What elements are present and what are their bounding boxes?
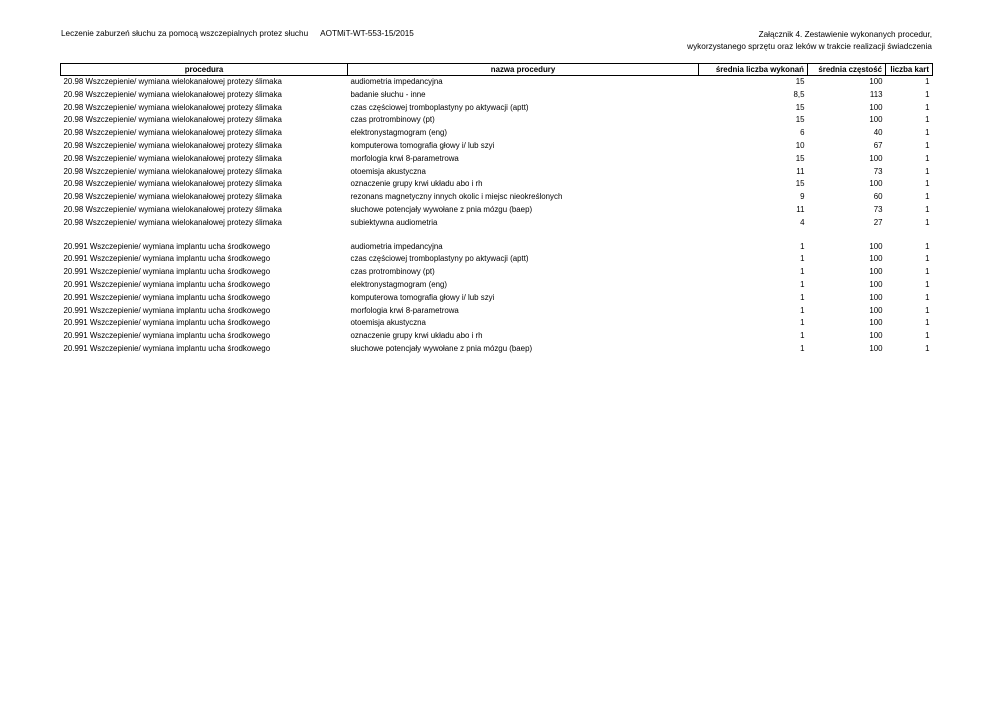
- cell-srednia-czestosc: 100: [869, 115, 883, 125]
- cell-srednia-liczba-wykonan: 1: [800, 331, 805, 341]
- cell-procedura: 20.98 Wszczepienie/ wymiana wielokanałowej protezy ślimaka: [63, 153, 282, 163]
- table-row: [61, 241, 933, 254]
- table-row: [61, 343, 933, 356]
- cell-srednia-liczba-wykonan: 15: [795, 153, 805, 163]
- table-row: [61, 204, 933, 217]
- table-row: [61, 166, 933, 179]
- cell-procedura: 20.98 Wszczepienie/ wymiana wielokanałowej protezy ślimaka: [63, 89, 282, 99]
- cell-srednia-liczba-wykonan: 10: [795, 140, 805, 150]
- cell-srednia-liczba-wykonan: 1: [800, 318, 805, 328]
- cell-liczba-kart: 1: [925, 305, 930, 315]
- cell-liczba-kart: 1: [925, 241, 930, 251]
- cell-nazwa-procedury: audiometria impedancyjna: [350, 241, 443, 251]
- annex-title-line1: Załącznik 4. Zestawienie wykonanych procedur,: [758, 30, 932, 39]
- cell-srednia-liczba-wykonan: 1: [800, 292, 805, 302]
- cell-nazwa-procedury: czas częściowej tromboplastyny po aktywacji (aptt): [350, 254, 529, 264]
- cell-procedura: 20.98 Wszczepienie/ wymiana wielokanałowej protezy ślimaka: [63, 115, 282, 125]
- table-row: [61, 153, 933, 166]
- cell-liczba-kart: 1: [925, 318, 930, 328]
- table-row: [61, 317, 933, 330]
- cell-nazwa-procedury: oznaczenie grupy krwi układu abo i rh: [350, 331, 483, 341]
- cell-liczba-kart: 1: [925, 115, 930, 125]
- column-header-liczba-kart: liczba kart: [886, 64, 933, 76]
- table-row: [61, 178, 933, 191]
- table-body: [61, 76, 933, 356]
- table-row: [61, 292, 933, 305]
- cell-nazwa-procedury: morfologia krwi 8-parametrowa: [350, 153, 459, 163]
- cell-procedura: 20.98 Wszczepienie/ wymiana wielokanałowej protezy ślimaka: [63, 140, 282, 150]
- cell-srednia-czestosc: 73: [873, 204, 883, 214]
- table-row: [61, 191, 933, 204]
- cell-srednia-czestosc: 100: [869, 331, 883, 341]
- cell-srednia-czestosc: 27: [873, 217, 883, 227]
- cell-procedura: 20.991 Wszczepienie/ wymiana implantu ucha środkowego: [63, 241, 271, 251]
- table-row: [61, 76, 933, 89]
- cell-srednia-czestosc: 40: [873, 128, 883, 138]
- column-header-procedura: procedura: [61, 64, 348, 76]
- cell-nazwa-procedury: elektronystagmogram (eng): [350, 128, 447, 138]
- cell-srednia-czestosc: 100: [869, 305, 883, 315]
- cell-srednia-liczba-wykonan: 11: [796, 204, 805, 214]
- cell-srednia-czestosc: 100: [869, 153, 883, 163]
- table-row: [61, 279, 933, 292]
- table-row: [61, 140, 933, 153]
- cell-srednia-czestosc: 100: [869, 279, 883, 289]
- cell-nazwa-procedury: komputerowa tomografia głowy i/ lub szyi: [350, 292, 495, 302]
- cell-srednia-czestosc: 100: [869, 292, 883, 302]
- cell-liczba-kart: 1: [925, 331, 930, 341]
- cell-srednia-czestosc: 100: [869, 77, 883, 86]
- cell-procedura: 20.98 Wszczepienie/ wymiana wielokanałowej protezy ślimaka: [63, 77, 282, 86]
- cell-srednia-czestosc: 100: [869, 318, 883, 328]
- cell-liczba-kart: 1: [925, 128, 930, 138]
- cell-nazwa-procedury: oznaczenie grupy krwi układu abo i rh: [350, 179, 483, 189]
- column-header-nazwa-procedury: nazwa procedury: [348, 64, 699, 76]
- table-row: [61, 305, 933, 318]
- cell-srednia-czestosc: 100: [869, 254, 883, 264]
- cell-srednia-czestosc: 67: [873, 140, 883, 150]
- table-row: [61, 127, 933, 140]
- cell-nazwa-procedury: morfologia krwi 8-parametrowa: [350, 305, 459, 315]
- cell-liczba-kart: 1: [925, 267, 930, 277]
- table-row: [61, 330, 933, 343]
- cell-nazwa-procedury: badanie słuchu - inne: [350, 89, 426, 99]
- cell-srednia-liczba-wykonan: 1: [800, 241, 805, 251]
- spacer-cell: [61, 230, 933, 241]
- cell-srednia-czestosc: 100: [869, 241, 883, 251]
- cell-nazwa-procedury: audiometria impedancyjna: [350, 77, 443, 86]
- cell-nazwa-procedury: komputerowa tomografia głowy i/ lub szyi: [350, 140, 495, 150]
- cell-procedura: 20.98 Wszczepienie/ wymiana wielokanałowej protezy ślimaka: [63, 166, 282, 176]
- cell-srednia-liczba-wykonan: 6: [800, 128, 805, 138]
- cell-liczba-kart: 1: [925, 217, 930, 227]
- cell-srednia-liczba-wykonan: 15: [795, 77, 805, 86]
- cell-srednia-czestosc: 100: [869, 179, 883, 189]
- cell-srednia-liczba-wykonan: 1: [800, 343, 805, 353]
- cell-srednia-liczba-wykonan: 1: [800, 267, 805, 277]
- cell-srednia-czestosc: 100: [869, 102, 883, 112]
- cell-procedura: 20.98 Wszczepienie/ wymiana wielokanałowej protezy ślimaka: [63, 192, 282, 202]
- table-row: [61, 217, 933, 230]
- table-header-row: [61, 64, 933, 76]
- cell-procedura: 20.98 Wszczepienie/ wymiana wielokanałowej protezy ślimaka: [63, 179, 282, 189]
- group-spacer-row: [61, 230, 933, 241]
- cell-srednia-czestosc: 73: [873, 166, 883, 176]
- cell-procedura: 20.991 Wszczepienie/ wymiana implantu ucha środkowego: [63, 279, 271, 289]
- cell-liczba-kart: 1: [925, 343, 930, 353]
- document-header-right: [687, 29, 932, 53]
- cell-nazwa-procedury: słuchowe potencjały wywołane z pnia mózgu (baep): [350, 204, 533, 214]
- annex-title-line2: wykorzystanego sprzętu oraz leków w trakcie realizacji świadczenia: [687, 42, 932, 51]
- cell-liczba-kart: 1: [925, 254, 930, 264]
- cell-nazwa-procedury: elektronystagmogram (eng): [350, 279, 447, 289]
- column-header-srednia-liczba-wykonan: średnia liczba wykonań: [699, 64, 808, 76]
- procedures-table: [60, 63, 933, 356]
- cell-nazwa-procedury: słuchowe potencjały wywołane z pnia mózgu (baep): [350, 343, 533, 353]
- cell-liczba-kart: 1: [925, 192, 930, 202]
- cell-procedura: 20.991 Wszczepienie/ wymiana implantu ucha środkowego: [63, 254, 271, 264]
- cell-procedura: 20.98 Wszczepienie/ wymiana wielokanałowej protezy ślimaka: [63, 217, 282, 227]
- cell-liczba-kart: 1: [925, 292, 930, 302]
- cell-srednia-liczba-wykonan: 1: [800, 279, 805, 289]
- cell-procedura: 20.98 Wszczepienie/ wymiana wielokanałowej protezy ślimaka: [63, 128, 282, 138]
- cell-srednia-czestosc: 60: [873, 192, 883, 202]
- cell-srednia-liczba-wykonan: 15: [795, 115, 805, 125]
- cell-liczba-kart: 1: [925, 77, 930, 86]
- cell-srednia-liczba-wykonan: 11: [796, 166, 805, 176]
- cell-liczba-kart: 1: [925, 102, 930, 112]
- cell-srednia-liczba-wykonan: 8,5: [793, 89, 805, 99]
- table-row: [61, 89, 933, 102]
- cell-procedura: 20.991 Wszczepienie/ wymiana implantu ucha środkowego: [63, 331, 271, 341]
- cell-nazwa-procedury: rezonans magnetyczny innych okolic i miejsc nieokreślonych: [350, 192, 563, 202]
- cell-liczba-kart: 1: [925, 89, 930, 99]
- cell-srednia-liczba-wykonan: 1: [800, 254, 805, 264]
- cell-liczba-kart: 1: [925, 166, 930, 176]
- document-code: AOTMiT-WT-553-15/2015: [320, 29, 414, 38]
- cell-nazwa-procedury: czas częściowej tromboplastyny po aktywacji (aptt): [350, 102, 529, 112]
- document-title: Leczenie zaburzeń słuchu za pomocą wszczepialnych protez słuchu: [61, 29, 309, 38]
- cell-procedura: 20.991 Wszczepienie/ wymiana implantu ucha środkowego: [63, 343, 271, 353]
- table-row: [61, 102, 933, 115]
- cell-srednia-czestosc: 113: [869, 89, 883, 99]
- column-header-srednia-czestosc: średnia częstość: [808, 64, 886, 76]
- cell-liczba-kart: 1: [925, 153, 930, 163]
- cell-srednia-czestosc: 100: [869, 343, 883, 353]
- cell-procedura: 20.991 Wszczepienie/ wymiana implantu ucha środkowego: [63, 267, 271, 277]
- cell-srednia-liczba-wykonan: 1: [800, 305, 805, 315]
- cell-nazwa-procedury: otoemisja akustyczna: [350, 318, 426, 328]
- cell-nazwa-procedury: subiektywna audiometria: [350, 217, 438, 227]
- cell-procedura: 20.991 Wszczepienie/ wymiana implantu ucha środkowego: [63, 318, 271, 328]
- cell-procedura: 20.991 Wszczepienie/ wymiana implantu ucha środkowego: [63, 292, 271, 302]
- table-row: [61, 253, 933, 266]
- cell-nazwa-procedury: czas protrombinowy (pt): [350, 267, 435, 277]
- cell-srednia-liczba-wykonan: 15: [795, 179, 805, 189]
- cell-nazwa-procedury: czas protrombinowy (pt): [350, 115, 435, 125]
- cell-srednia-liczba-wykonan: 15: [795, 102, 805, 112]
- cell-liczba-kart: 1: [925, 179, 930, 189]
- document-header-left: [61, 29, 414, 38]
- cell-srednia-liczba-wykonan: 9: [800, 192, 805, 202]
- table-row: [61, 266, 933, 279]
- cell-liczba-kart: 1: [925, 204, 930, 214]
- table-row: [61, 114, 933, 127]
- cell-nazwa-procedury: otoemisja akustyczna: [350, 166, 426, 176]
- cell-procedura: 20.991 Wszczepienie/ wymiana implantu ucha środkowego: [63, 305, 271, 315]
- cell-procedura: 20.98 Wszczepienie/ wymiana wielokanałowej protezy ślimaka: [63, 102, 282, 112]
- cell-srednia-czestosc: 100: [869, 267, 883, 277]
- cell-srednia-liczba-wykonan: 4: [800, 217, 805, 227]
- cell-liczba-kart: 1: [925, 279, 930, 289]
- cell-procedura: 20.98 Wszczepienie/ wymiana wielokanałowej protezy ślimaka: [63, 204, 282, 214]
- cell-liczba-kart: 1: [925, 140, 930, 150]
